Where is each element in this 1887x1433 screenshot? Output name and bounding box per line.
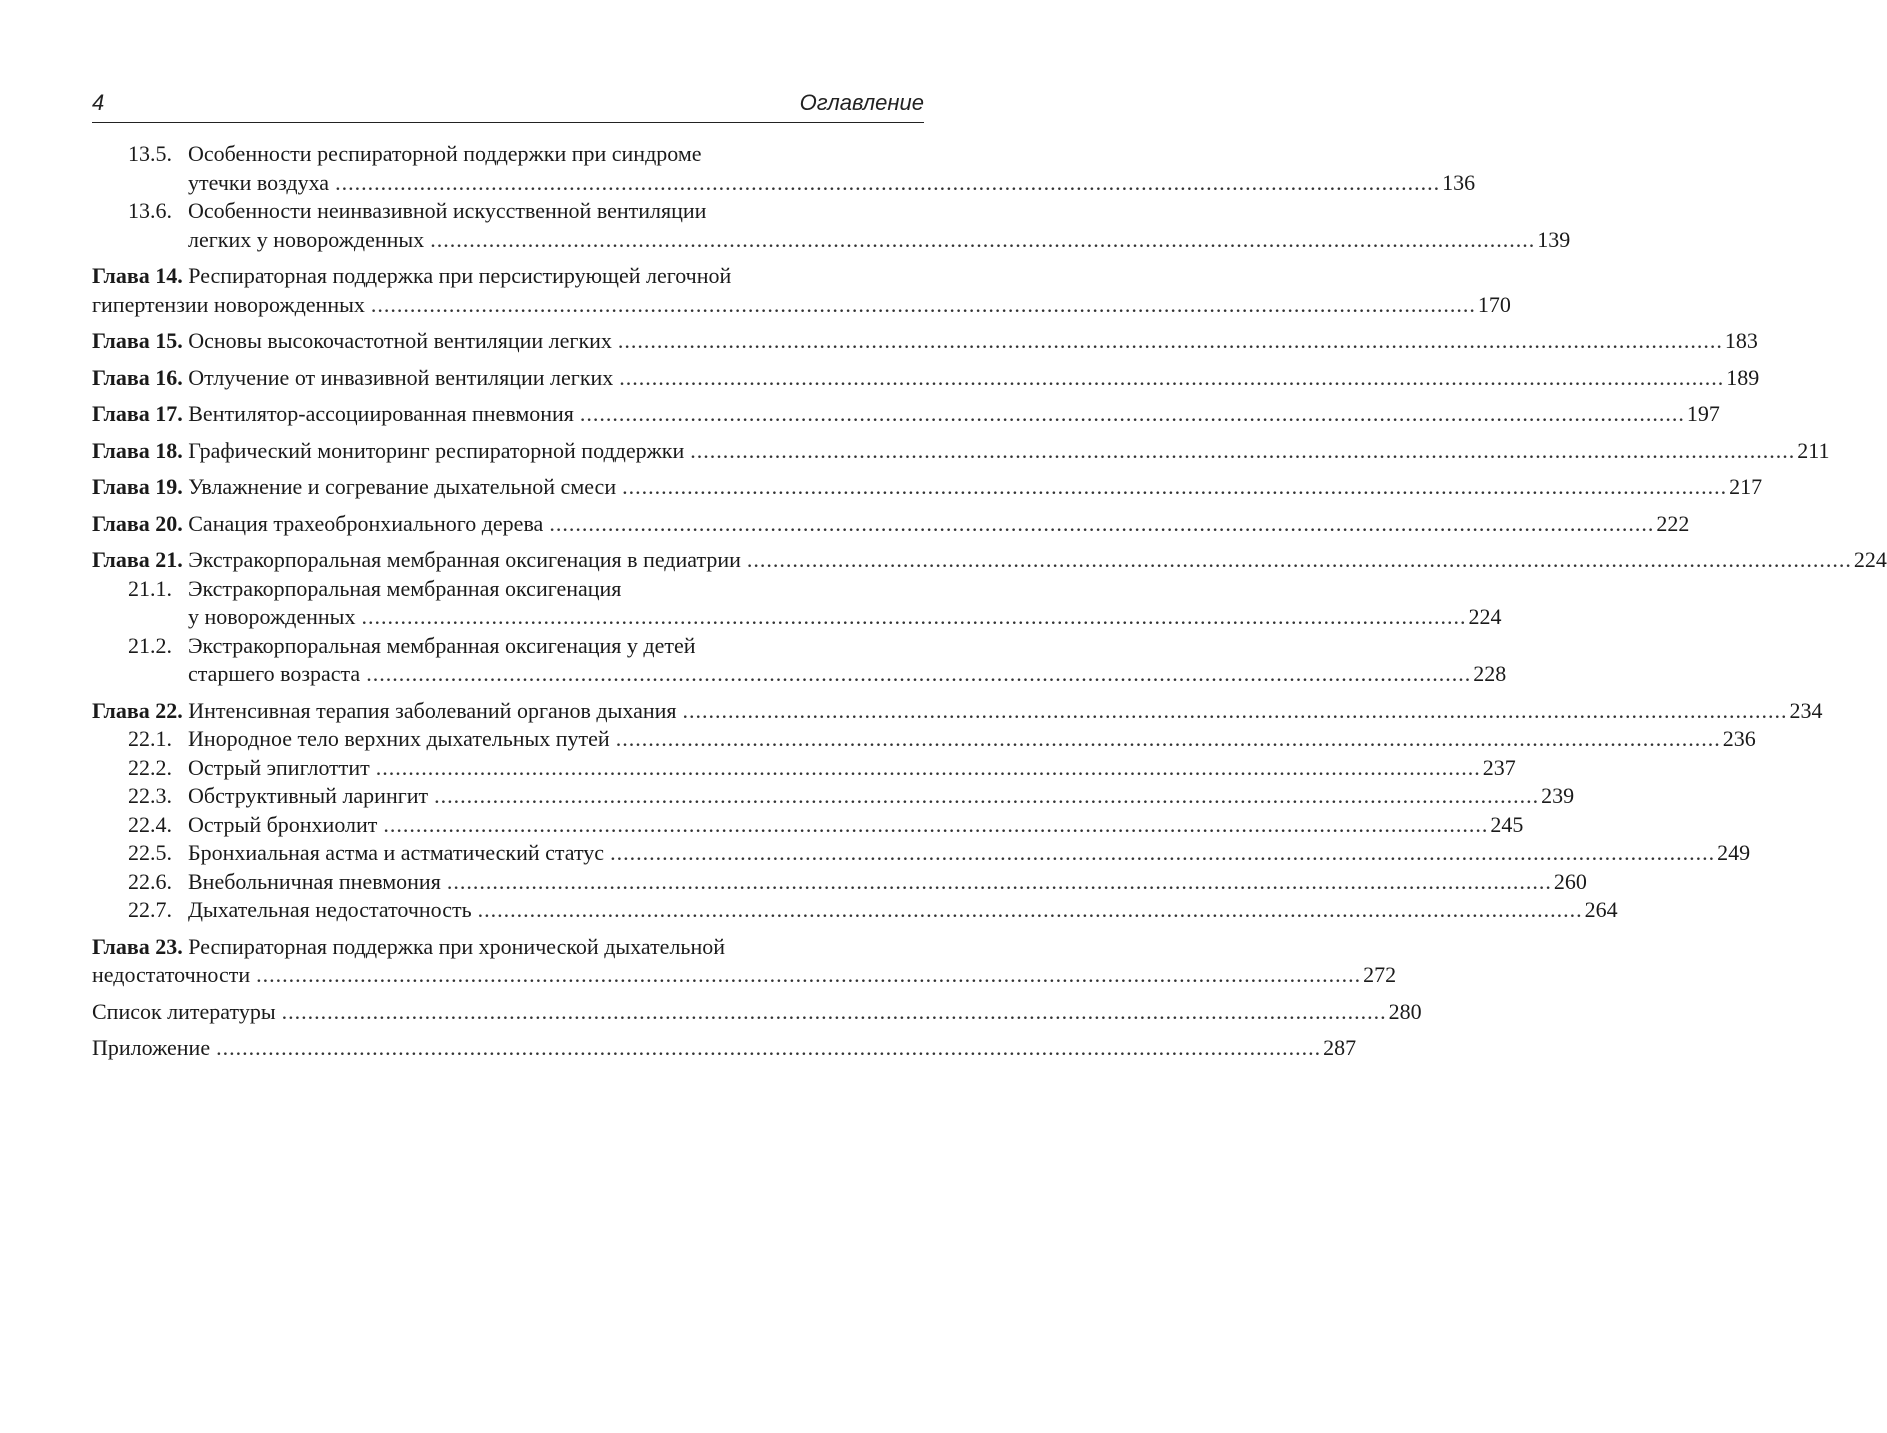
toc-chapter-16[interactable] (92, 364, 1760, 393)
toc-entry-13-5[interactable] (128, 140, 1476, 197)
section-number: 21.2. (128, 632, 172, 658)
dot-leader: .......................................................................................................................................................................... (216, 1035, 1322, 1060)
section-number: 22.1. (128, 726, 172, 751)
page-ref: 189 (1726, 364, 1760, 390)
toc-chapter-20[interactable] (92, 510, 1690, 539)
dot-leader: .......................................................................................................................................................................... (281, 998, 1387, 1024)
toc-entry-22-2[interactable] (128, 754, 1516, 783)
dot-leader: .......................................................................................................................................................................... (610, 840, 1716, 865)
chapter-label: Глава 18. (92, 437, 183, 463)
page-ref: 272 (1363, 962, 1397, 987)
page-ref: 136 (1442, 169, 1476, 195)
section-number: 22.4. (128, 811, 172, 837)
page-ref: 197 (1686, 401, 1720, 426)
page-ref: 228 (1473, 661, 1507, 686)
dot-leader: .......................................................................................................................................................................... (383, 811, 1489, 837)
chapter-label: Глава 16. (92, 364, 183, 390)
section-number: 22.2. (128, 754, 172, 780)
chapter-title: Санация трахеобронхиального дерева (188, 510, 544, 536)
section-number: 13.5. (128, 141, 172, 166)
dot-leader: .......................................................................................................................................................................... (619, 364, 1725, 390)
page-ref: 249 (1717, 840, 1751, 865)
toc-chapter-21[interactable] (92, 546, 1887, 575)
toc-entry-13-6[interactable] (128, 197, 1571, 254)
page-ref: 183 (1724, 328, 1758, 353)
dot-leader: .......................................................................................................................................................................... (370, 291, 1476, 317)
page-ref: 224 (1468, 604, 1502, 629)
toc-chapter-17[interactable] (92, 400, 1720, 429)
dot-leader: .......................................................................................................................................................................... (375, 754, 1481, 780)
chapter-label: Глава 19. (92, 474, 183, 499)
entry-title: Список литературы (92, 998, 276, 1024)
dot-leader: .......................................................................................................................................................................... (746, 547, 1852, 572)
page-ref: 239 (1541, 783, 1575, 808)
chapter-title: Графический мониторинг респираторной поддержки (188, 437, 685, 463)
dot-leader: .......................................................................................................................................................................... (335, 169, 1441, 195)
page-ref: 287 (1323, 1035, 1357, 1060)
page-ref: 222 (1656, 510, 1690, 536)
page-ref: 211 (1797, 437, 1830, 463)
chapter-title: Интенсивная терапия заболеваний органов дыхания (188, 697, 677, 723)
section-number: 13.6. (128, 198, 172, 223)
toc-chapter-15[interactable] (92, 327, 1758, 356)
section-title: Особенности респираторной поддержки при синдроме (188, 141, 702, 166)
chapter-title: Респираторная поддержка при персистирующей легочной (188, 263, 732, 288)
dot-leader: .......................................................................................................................................................................... (361, 604, 1467, 629)
section-title: Дыхательная недостаточность (188, 897, 472, 922)
section-title-cont: легких у новорожденных (188, 226, 425, 252)
page-ref: 280 (1388, 998, 1422, 1024)
toc-chapter-18[interactable] (92, 437, 1830, 466)
section-number: 22.7. (128, 897, 172, 922)
chapter-title: Респираторная поддержка при хронической дыхательной (188, 933, 726, 959)
toc-entry-22-5[interactable] (128, 839, 1751, 868)
toc-entry-21-1[interactable] (128, 575, 1502, 632)
chapter-title: Отлучение от инвазивной вентиляции легких (188, 364, 614, 390)
section-title-cont: у новорожденных (188, 604, 356, 629)
dot-leader: .......................................................................................................................................................................... (622, 474, 1728, 499)
chapter-label: Глава 17. (92, 401, 183, 426)
section-title: Инородное тело верхних дыхательных путей (188, 726, 610, 751)
dot-leader: .......................................................................................................................................................................... (366, 661, 1472, 686)
chapter-label: Глава 22. (92, 697, 183, 723)
dot-leader: .......................................................................................................................................................................... (477, 897, 1583, 922)
table-of-contents (92, 140, 1887, 1063)
section-title: Острый эпиглоттит (188, 754, 370, 780)
toc-entry-22-3[interactable] (128, 782, 1575, 811)
dot-leader: .......................................................................................................................................................................... (615, 726, 1721, 751)
toc-entry-22-6[interactable] (128, 868, 1587, 897)
section-number: 21.1. (128, 575, 172, 601)
dot-leader: .......................................................................................................................................................................... (549, 510, 1655, 536)
page-number: 4 (92, 90, 105, 115)
page-ref: 170 (1477, 291, 1511, 317)
page-ref: 224 (1853, 547, 1887, 572)
toc-references[interactable] (92, 998, 1422, 1027)
section-title: Особенности неинвазивной искусственной вентиляции (188, 198, 707, 223)
section-number: 22.3. (128, 783, 172, 808)
chapter-label: Глава 14. (92, 263, 183, 288)
section-title: Экстракорпоральная мембранная оксигенация у детей (188, 632, 696, 658)
toc-entry-22-1[interactable] (128, 725, 1756, 754)
running-title: Оглавление (799, 90, 924, 115)
chapter-label: Глава 15. (92, 328, 183, 353)
dot-leader: .......................................................................................................................................................................... (579, 401, 1685, 426)
section-title: Экстракорпоральная мембранная оксигенация (188, 575, 622, 601)
chapter-label: Глава 20. (92, 510, 183, 536)
dot-leader: .......................................................................................................................................................................... (446, 868, 1552, 894)
section-title: Острый бронхиолит (188, 811, 378, 837)
chapter-title-cont: недостаточности (92, 962, 251, 987)
section-title: Внебольничная пневмония (188, 868, 441, 894)
chapter-label: Глава 21. (92, 547, 183, 572)
toc-entry-21-2[interactable] (128, 632, 1507, 689)
toc-chapter-14[interactable] (92, 262, 1511, 319)
page-header (92, 86, 924, 123)
section-number: 22.5. (128, 840, 172, 865)
section-title: Обструктивный ларингит (188, 783, 429, 808)
toc-chapter-22[interactable] (92, 697, 1823, 726)
toc-entry-22-4[interactable] (128, 811, 1524, 840)
toc-appendix[interactable] (92, 1034, 1357, 1063)
dot-leader: .......................................................................................................................................................................... (434, 783, 1540, 808)
chapter-title: Вентилятор-ассоциированная пневмония (188, 401, 574, 426)
section-title-cont: старшего возраста (188, 661, 361, 686)
page-ref: 264 (1584, 897, 1618, 922)
toc-chapter-23[interactable] (92, 933, 1397, 990)
section-title: Бронхиальная астма и астматический статус (188, 840, 605, 865)
chapter-title: Экстракорпоральная мембранная оксигенация в педиатрии (188, 547, 741, 572)
dot-leader: .......................................................................................................................................................................... (690, 437, 1796, 463)
chapter-title-cont: гипертензии новорожденных (92, 291, 365, 317)
page-ref: 139 (1537, 226, 1571, 252)
page-ref: 260 (1553, 868, 1587, 894)
page-ref: 234 (1789, 697, 1823, 723)
dot-leader: .......................................................................................................................................................................... (682, 697, 1788, 723)
dot-leader: .......................................................................................................................................................................... (256, 962, 1362, 987)
page-ref: 237 (1482, 754, 1516, 780)
dot-leader: .......................................................................................................................................................................... (617, 328, 1723, 353)
chapter-title: Увлажнение и согревание дыхательной смеси (188, 474, 617, 499)
toc-chapter-19[interactable] (92, 473, 1763, 502)
section-number: 22.6. (128, 868, 172, 894)
page-ref: 217 (1729, 474, 1763, 499)
chapter-label: Глава 23. (92, 933, 183, 959)
toc-entry-22-7[interactable] (128, 896, 1618, 925)
page-ref: 236 (1722, 726, 1756, 751)
page-ref: 245 (1490, 811, 1524, 837)
dot-leader: .......................................................................................................................................................................... (430, 226, 1536, 252)
entry-title: Приложение (92, 1035, 211, 1060)
chapter-title: Основы высокочастотной вентиляции легких (188, 328, 612, 353)
section-title-cont: утечки воздуха (188, 169, 330, 195)
